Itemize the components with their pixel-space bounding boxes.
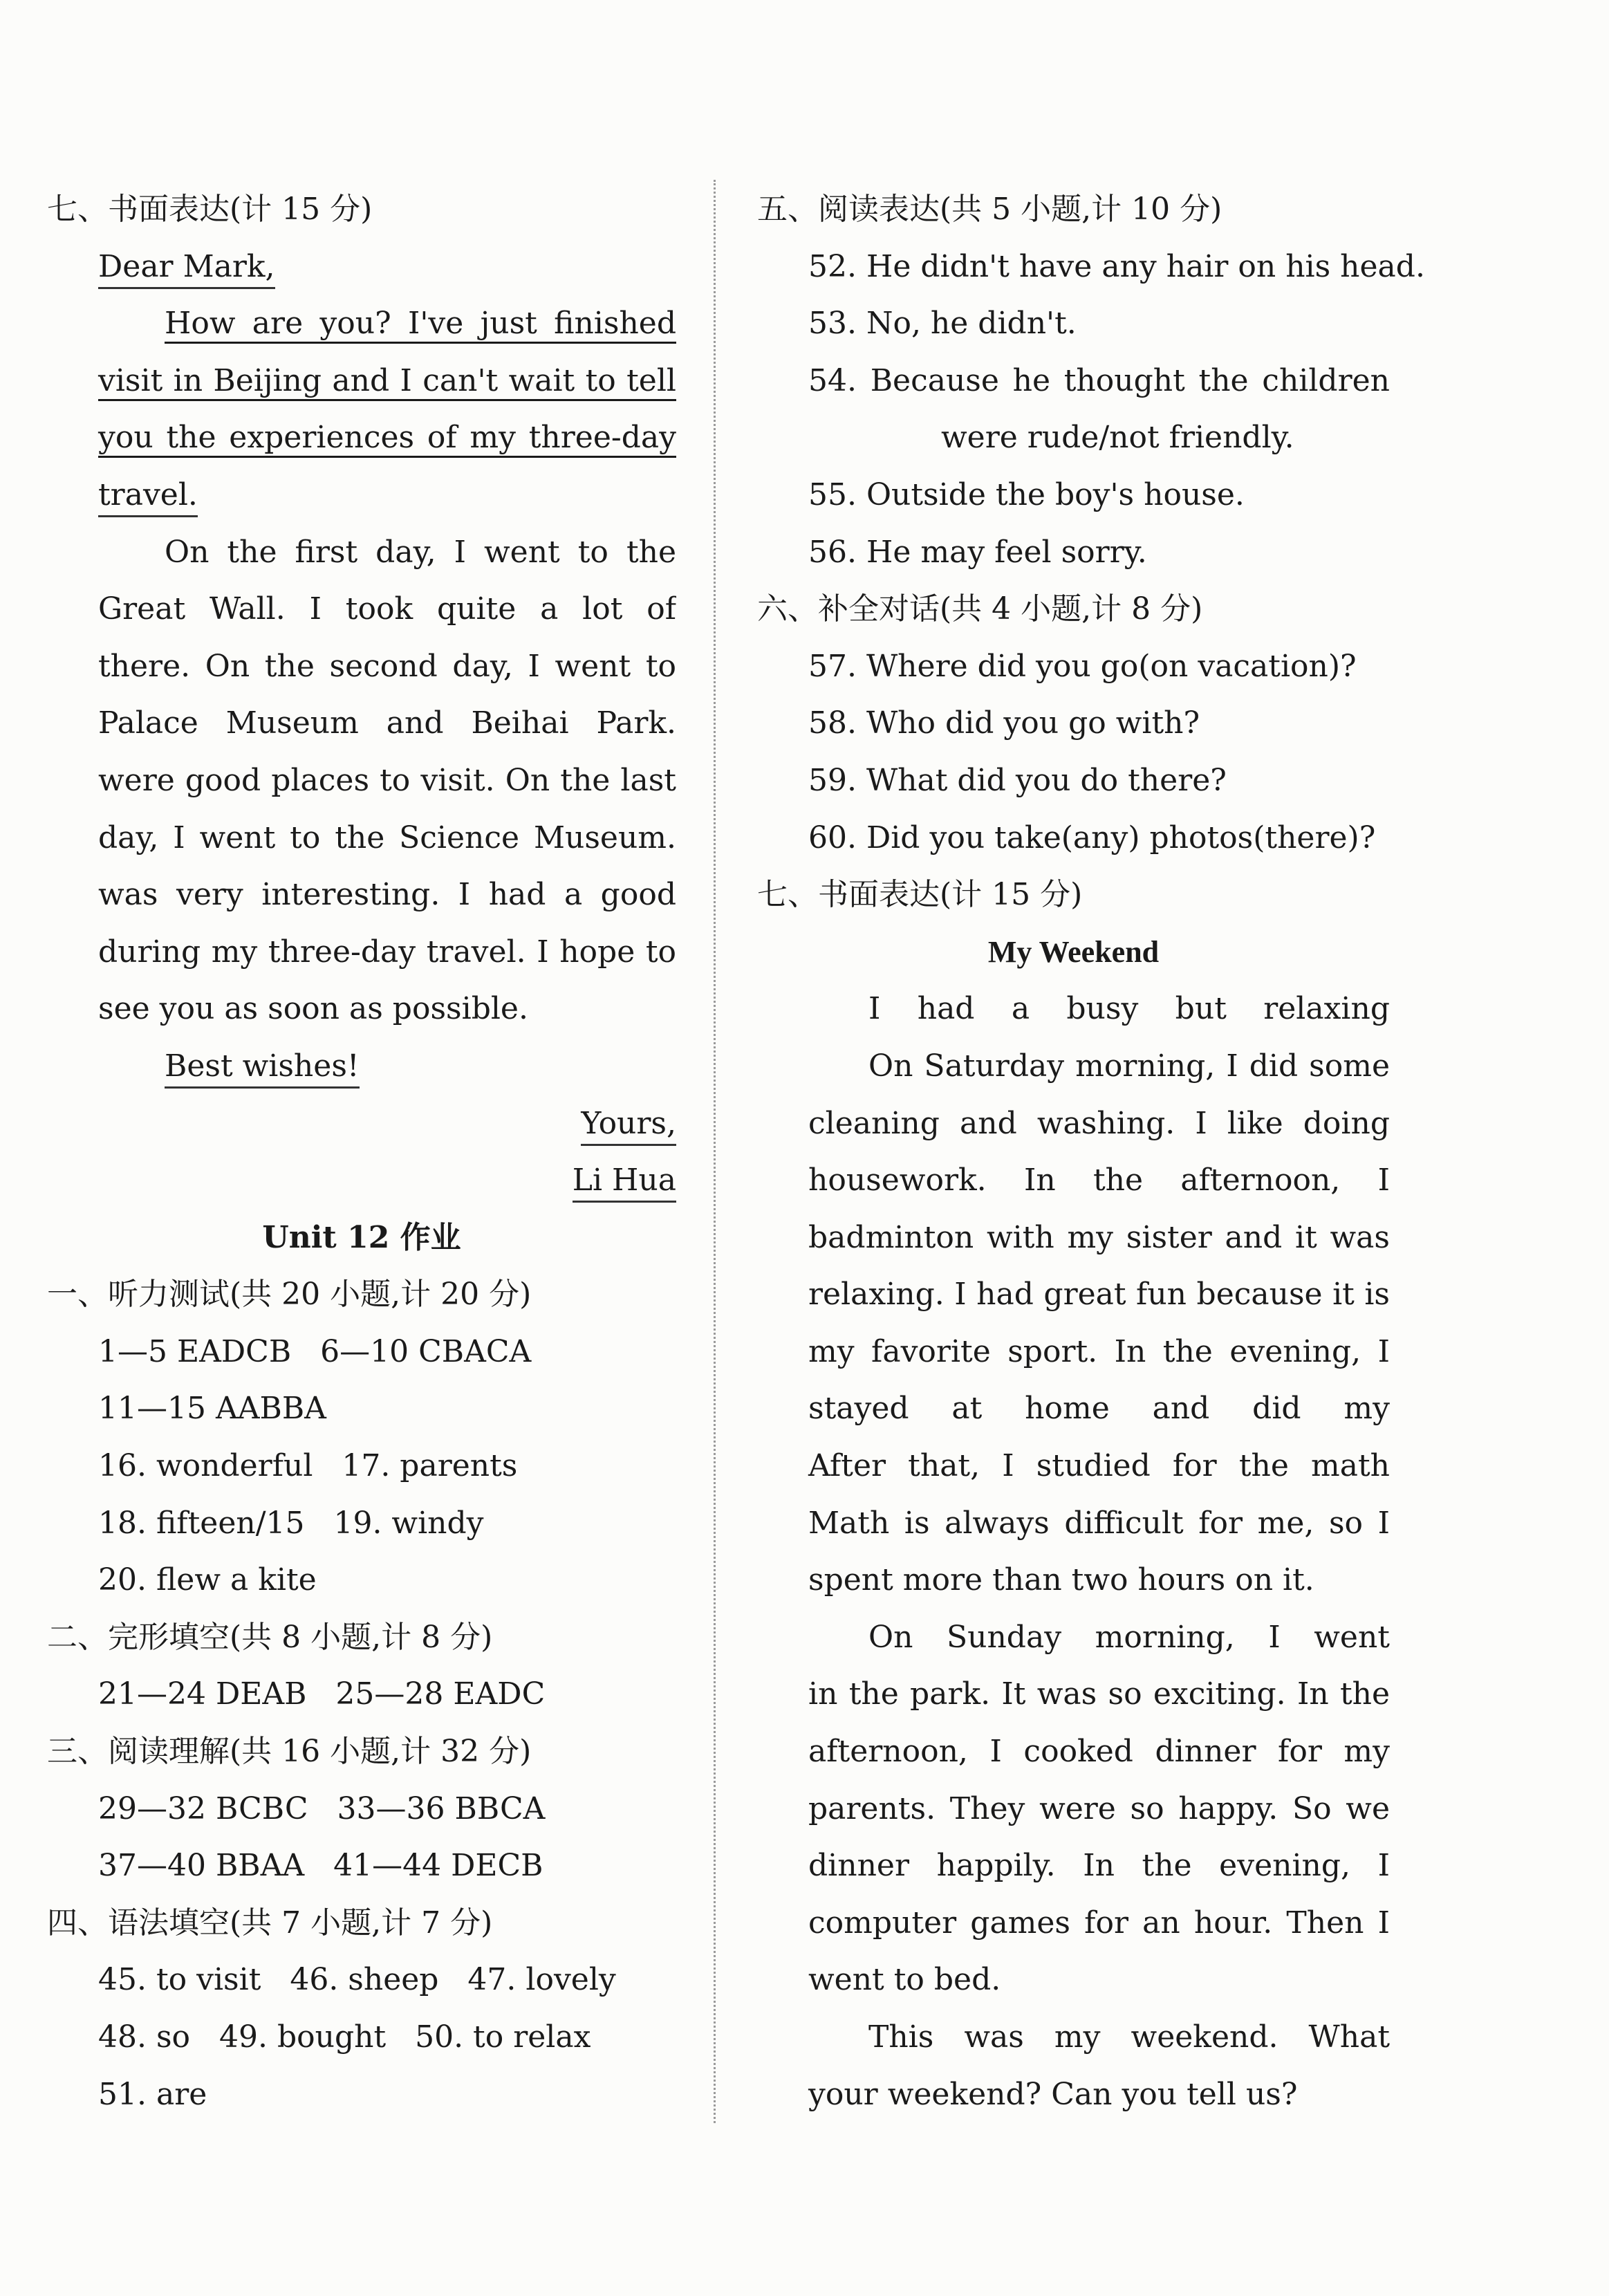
answer-line: 56. He may feel sorry. [808,534,1147,570]
letter-body-line: day, I went to the Science Museum. [98,820,676,855]
letter-body-line: were good places to visit. On the last [98,762,676,798]
answer-line: 57. Where did you go(on vacation)? [808,648,1357,684]
answer-line: were rude/not friendly. [941,420,1294,456]
column-divider [714,180,716,2123]
essay-line: After that, I studied for the math [808,1448,1390,1484]
section-heading-writing: 七、书面表达(计 15 分) [757,877,1083,913]
section-heading-grammar: 四、语法填空(共 7 小题,计 7 分) [47,1905,493,1941]
answer-line: 58. Who did you go with? [808,705,1200,741]
letter-body-line: Palace Museum and Beihai Park. [98,705,676,741]
answer-line: 48. so 49. bought 50. to relax [98,2019,591,2055]
answer-line: 18. fifteen/15 19. windy [98,1505,484,1541]
writing-heading: 七、书面表达(计 15 分) [47,192,373,227]
essay-line: in the park. It was so exciting. In the [808,1676,1390,1712]
essay-line: badminton with my sister and it was [808,1219,1390,1255]
essay-title: My Weekend [987,934,1160,969]
essay-line: afternoon, I cooked dinner for my [808,1734,1390,1770]
letter-body-line: Great Wall. I took quite a lot of [98,591,676,627]
answer-line: 59. What did you do there? [808,762,1227,798]
letter-opening-line: How are you? I've just finished [165,306,676,342]
letter-sign-name: Li Hua [47,1152,676,1210]
answer-line: 20. flew a kite [98,1562,317,1598]
answer-line: 45. to visit 46. sheep 47. lovely [98,1962,616,1998]
essay-line: On Saturday morning, I did some [868,1048,1390,1084]
essay-line: went to bed. [808,1962,1001,1998]
letter-opening-line: travel. [47,467,676,524]
essay-line: spent more than two hours on it. [808,1562,1314,1598]
left-column [47,181,676,2123]
section-heading-reading: 三、阅读理解(共 16 小题,计 32 分) [47,1734,532,1770]
answer-line: 21—24 DEAB 25—28 EADC [98,1676,546,1712]
letter-opening-line: you the experiences of my three-day [98,420,676,456]
answer-line: 16. wonderful 17. parents [98,1448,518,1484]
essay-line: I had a busy but relaxing [868,991,1390,1027]
essay-line: cleaning and washing. I like doing [808,1105,1390,1141]
essay-line: housework. In the afternoon, I [808,1163,1390,1198]
answer-line: 60. Did you take(any) photos(there)? [808,820,1376,855]
answer-line: 11—15 AABBA [98,1391,326,1427]
letter-body-line: during my three-day travel. I hope to [98,934,676,970]
section-heading-cloze: 二、完形填空(共 8 小题,计 8 分) [47,1619,493,1655]
letter-body-line: there. On the second day, I went to [98,648,676,684]
letter-sign-yours: Yours, [47,1095,676,1153]
letter-body-line: On the first day, I went to the [165,534,676,570]
letter-body-line: was very interesting. I had a good [98,877,676,913]
essay-line: On Sunday morning, I went [868,1619,1390,1655]
letter-salutation: Dear Mark, [47,239,676,296]
right-column [757,181,1425,2123]
essay-line: computer games for an hour. Then I [808,1905,1390,1941]
essay-line: my favorite sport. In the evening, I [808,1333,1390,1369]
answer-line: 29—32 BCBC 33—36 BBCA [98,1790,546,1826]
section-heading-reading-expression: 五、阅读表达(共 5 小题,计 10 分) [757,192,1222,227]
unit-title: Unit 12 作业 [262,1219,461,1255]
essay-line: Math is always difficult for me, so I [808,1505,1390,1541]
letter-closing: Best wishes! [47,1038,676,1095]
answer-line: 1—5 EADCB 6—10 CBACA [98,1333,532,1369]
essay-line: relaxing. I had great fun because it is [808,1277,1390,1313]
answer-line: 37—40 BBAA 41—44 DECB [98,1848,543,1884]
answer-line: 54. Because he thought the children [808,362,1390,398]
answer-line: 55. Outside the boy's house. [808,476,1245,512]
essay-line: dinner happily. In the evening, I [808,1848,1390,1884]
essay-line: This was my weekend. What [868,2019,1390,2055]
letter-opening-line: visit in Beijing and I can't wait to tell [98,362,676,398]
letter-body-line: see you as soon as possible. [98,991,528,1027]
answer-line: 53. No, he didn't. [808,306,1077,342]
essay-line: stayed at home and did my [808,1391,1390,1427]
essay-line: your weekend? Can you tell us? [808,2076,1298,2112]
section-heading-listening: 一、听力测试(共 20 小题,计 20 分) [47,1277,532,1313]
answer-line: 52. He didn't have any hair on his head. [808,248,1425,284]
essay-line: parents. They were so happy. So we [808,1790,1390,1826]
answer-line: 51. are [98,2076,207,2112]
section-heading-dialogue: 六、补全对话(共 4 小题,计 8 分) [757,591,1203,627]
